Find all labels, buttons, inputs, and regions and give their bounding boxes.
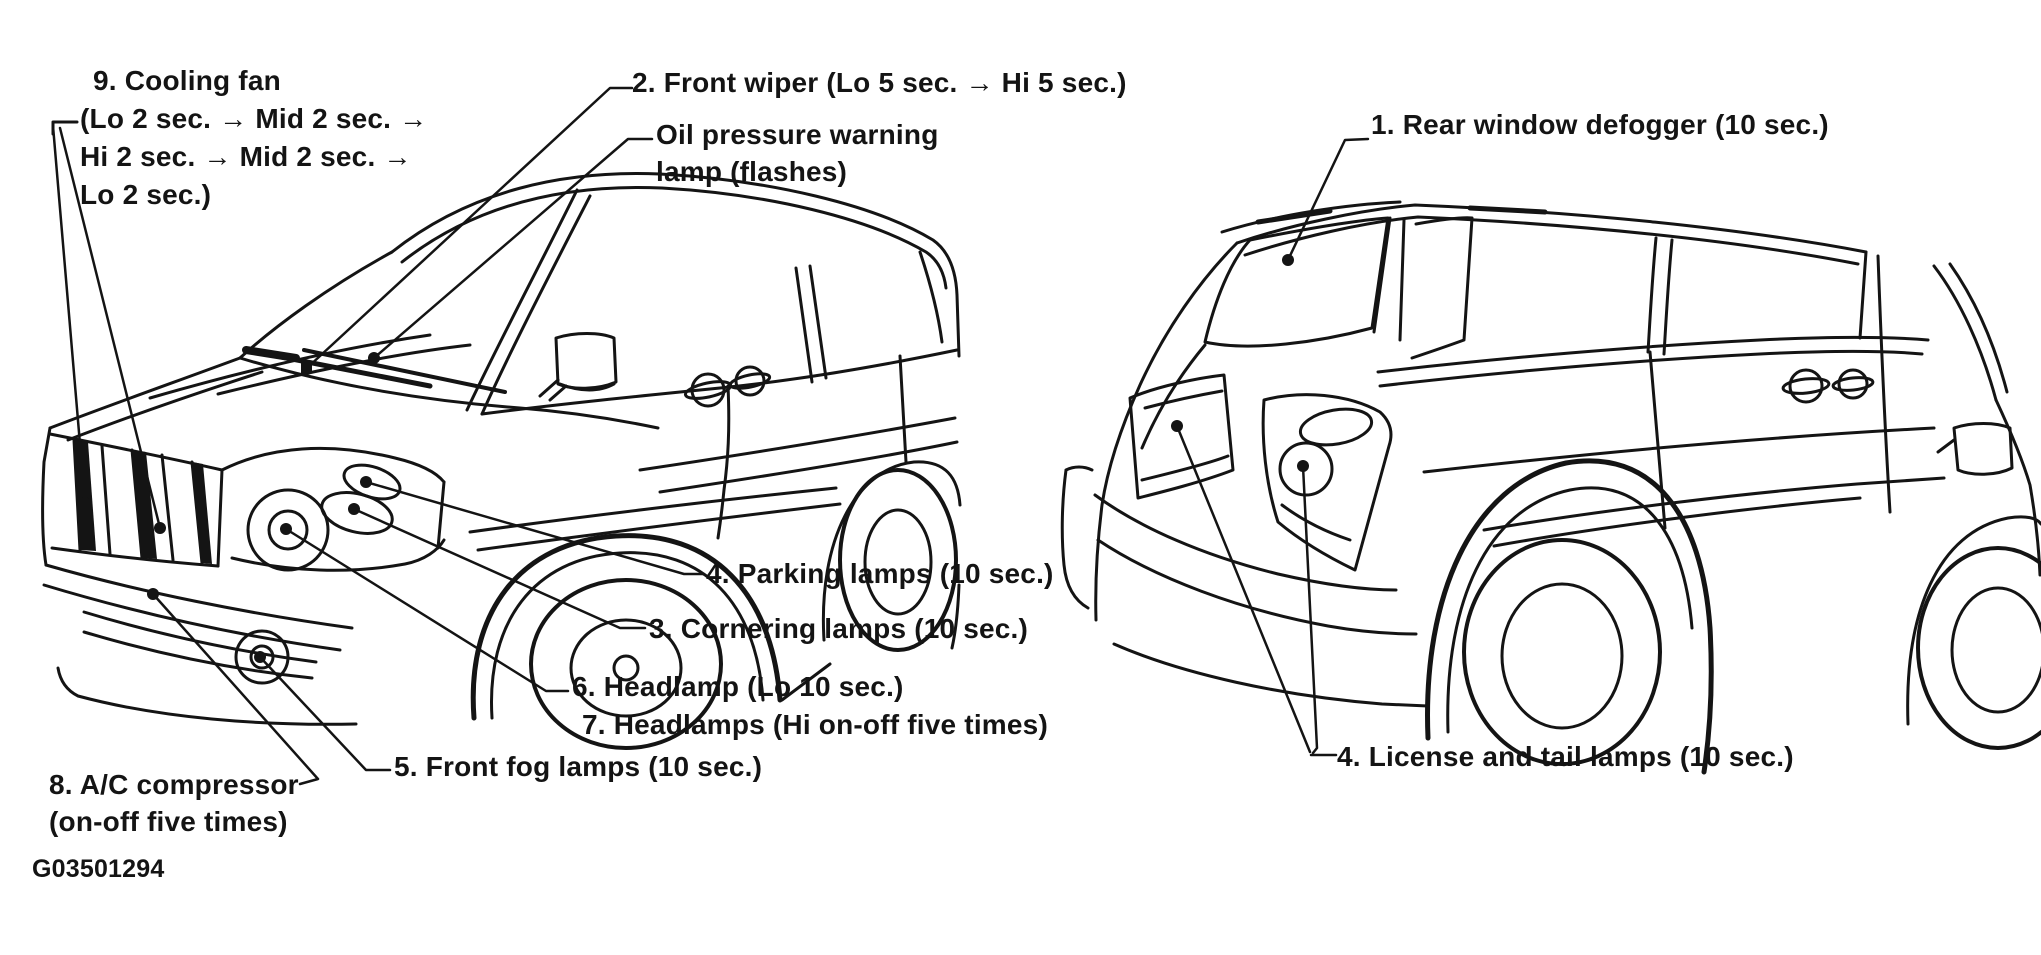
side-mirror [556, 334, 616, 389]
callout-dot-tail-lamp [1297, 460, 1309, 472]
bumper-seam-1 [46, 565, 352, 628]
label-cooling-fan-line1: 9. Cooling fan [93, 65, 281, 96]
callout-dot-front-wiper [301, 362, 312, 373]
label-cooling-fan [80, 62, 427, 214]
callout-dot-parking-lamps [360, 476, 372, 488]
label-cornering-lamps: 3. Cornering lamps (10 sec.) [649, 613, 1029, 644]
b-pillar [1860, 252, 1866, 338]
rear-wheel-rim [1502, 584, 1622, 728]
leader-tail-lamp [1303, 466, 1317, 753]
license-recess-lip [1142, 391, 1228, 480]
roof-drip-line [402, 187, 946, 288]
label-front-wiper: 2. Front wiper (Lo 5 sec. → Hi 5 sec.) [632, 67, 1127, 98]
wiper-arm-base [246, 350, 296, 358]
a-pillar [1934, 264, 2007, 400]
rear-vehicle-illustration [1062, 202, 2041, 772]
side-mirror [1938, 424, 2012, 475]
door-handle-icon [1832, 370, 1873, 398]
leader-ac-compressor [153, 594, 318, 784]
rocker-molding-1 [1484, 478, 1944, 530]
label-ac-compressor [49, 766, 299, 840]
headlamp-housing-top [222, 448, 444, 482]
a-pillar-inner [482, 196, 590, 414]
callout-dot-headlamp [280, 523, 292, 535]
label-parking-lamps: 4. Parking lamps (10 sec.) [706, 558, 1054, 589]
label-cooling-fan-line3: Hi 2 sec. → Mid 2 sec. → [80, 141, 412, 172]
callout-dot-cooling-fan-2 [154, 522, 166, 534]
grille-bottom [52, 548, 218, 566]
rear-tire [1464, 540, 1660, 764]
sliding-door-gap [900, 356, 906, 462]
label-cooling-fan-line4: Lo 2 sec.) [80, 179, 212, 210]
leader-cooling-fan-bracket [53, 122, 77, 134]
callout-dot-rear-defogger [1282, 254, 1294, 266]
bumper-intake-1 [84, 612, 316, 662]
rear-window [1205, 218, 1388, 346]
sliding-door-gap [1650, 352, 1665, 528]
side-character-line-2 [660, 442, 957, 492]
front-tire [1918, 548, 2041, 748]
label-oil-pressure-line1: Oil pressure warning [656, 119, 939, 150]
front-wheel-rim [1952, 588, 2041, 712]
callout-dot-oil-pressure [368, 352, 380, 364]
wiper-blade-2 [304, 350, 505, 392]
bumper-corner-step [1062, 467, 1092, 608]
label-front-fog-lamps: 5. Front fog lamps (10 sec.) [394, 751, 763, 782]
figure-id: G03501294 [32, 855, 165, 883]
front-door-gap [1878, 256, 1890, 512]
roof-line [392, 174, 959, 356]
door-crease [1424, 428, 1934, 472]
bumper-top [1095, 495, 1396, 590]
grille-right [218, 470, 222, 566]
callout-dot-front-fog-lamps [254, 651, 266, 663]
side-mirror-base [540, 380, 614, 400]
a-pillar [467, 190, 577, 410]
callout-dot-cooling-fan-1 [79, 497, 91, 509]
rear-wheel-arch-inner [1448, 488, 1692, 732]
nose-edge [43, 428, 50, 565]
callout-dot-cornering-lamps [348, 503, 360, 515]
hood-crease-1 [68, 372, 262, 440]
label-license-tail-lamps: 4. License and tail lamps (10 sec.) [1337, 741, 1794, 772]
label-ac-compressor-line2: (on-off five times) [49, 806, 288, 837]
label-headlamp-lo: 6. Headlamp (Lo 10 sec.) [572, 671, 904, 702]
label-headlamps-hi: 7. Headlamps (Hi on-off five times) [582, 709, 1048, 740]
mid-pillar [1648, 238, 1672, 354]
label-ac-compressor-line1: 8. A/C compressor [49, 769, 299, 800]
windshield-left-edge [240, 252, 392, 358]
rocker-molding-2 [478, 504, 840, 550]
label-oil-pressure-line2: lamp (flashes) [656, 156, 848, 187]
leader-headlamp [286, 529, 568, 691]
quarter-window [1412, 218, 1472, 358]
label-rear-defogger: 1. Rear window defogger (10 sec.) [1371, 109, 1829, 140]
door-handle-icon [1782, 370, 1829, 402]
rocker-molding-2 [1494, 498, 1860, 546]
label-cooling-fan-line2: (Lo 2 sec. → Mid 2 sec. → [80, 103, 428, 134]
door-handle-icon [729, 367, 771, 395]
b-pillar [796, 266, 826, 382]
front-door-gap [718, 386, 729, 538]
callout-dot-ac-compressor [147, 588, 159, 600]
label-oil-pressure [656, 116, 939, 190]
leader-rear-defogger [1288, 139, 1368, 260]
callout-dot-license-lamp [1171, 420, 1183, 432]
